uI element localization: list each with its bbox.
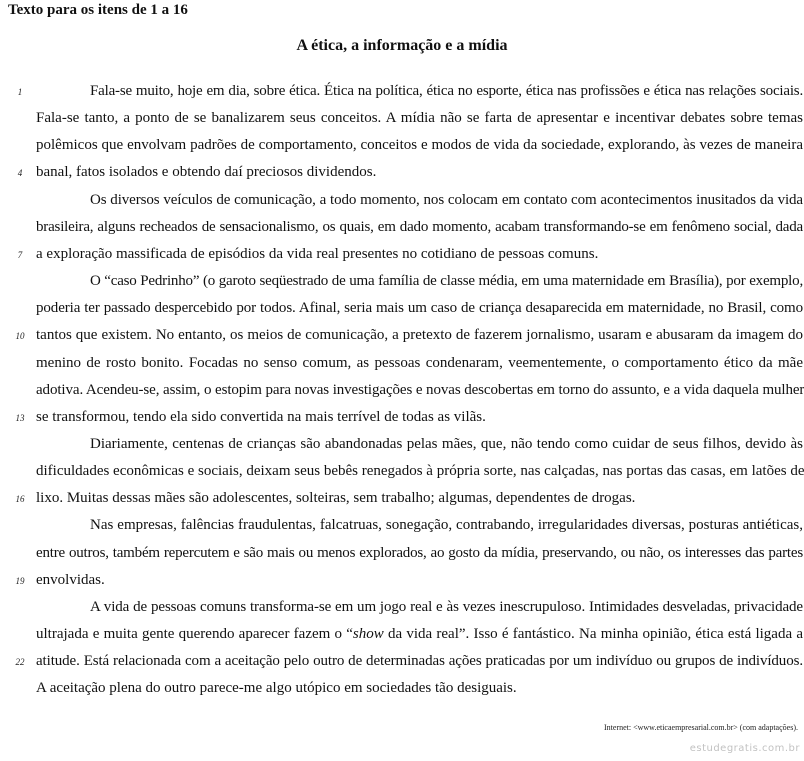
text-line: adotiva. Acendeu-se, assim, o estopim para novas investigações e novas descobertas em torno do assunto, e a vida daquela mulher — [36, 381, 804, 398]
line-number: 1 — [17, 87, 23, 97]
watermark: estudegratis.com.br — [689, 743, 800, 754]
text-line: banal, fatos isolados e obtendo daí preciosos dividendos. — [36, 164, 377, 181]
text-line: envolvidas. — [36, 571, 105, 588]
text-line: lixo. Muitas dessas mães são adolescentes, solteiras, sem trabalho; algumas, dependentes de drogas. — [36, 490, 636, 507]
text-line: a exploração massificada de episódios da vida real presentes no cotidiano de pessoas comuns. — [36, 245, 599, 262]
text-line: Diariamente, centenas de crianças são abandonadas pelas mães, que, não tendo como cuidar de seus filhos, devido às — [90, 435, 803, 452]
text-line: Fala-se tanto, a ponto de se banalizarem seus conceitos. A mídia não se farta de apresentar e incentivar debates sobre temas — [36, 110, 803, 127]
section-header: Texto para os itens de 1 a 16 — [8, 2, 188, 18]
text-line: polêmicos que envolvam padrões de comportamento, conceitos e modos de vida da sociedade, explorando, às vezes de maneira — [36, 137, 803, 154]
line-number: 7 — [17, 249, 23, 260]
text-line: O “caso Pedrinho” (o garoto seqüestrado de uma família de classe média, em uma maternidade em Brasília), por exemplo, — [90, 273, 803, 290]
line-number: 16 — [15, 494, 25, 505]
text-line: Fala-se muito, hoje em dia, sobre ética. Ética na política, ética no esporte, ética nas profissões e ética nas relações sociais. — [90, 83, 803, 99]
text-line: atitude. Está relacionada com a aceitação pelo outro de determinadas ações praticadas por um indivíduo ou grupos de indivíduos. — [36, 653, 803, 670]
text-line: Os diversos veículos de comunicação, a todo momento, nos colocam em contato com acontecimentos inusitados da vida — [90, 191, 803, 208]
text-line: se transformou, tendo ela sido convertida na mais terrível de todas as vilãs. — [36, 408, 486, 425]
text-line: entre outros, também repercutem e são mais ou menos explorados, ao gosto da mídia, preservando, ou não, os interesses das partes — [36, 544, 803, 561]
text-line: ultrajada e muita gente querendo aparecer fazem o “show da vida real”. Isso é fantástico. Na minha opinião, ética está ligada a — [36, 626, 804, 642]
line-number: 22 — [15, 657, 25, 668]
text-line: poderia ter passado despercebido por todos. Afinal, seria mais um caso de criança desaparecida em maternidade, no Brasil, como — [36, 300, 803, 317]
line-number: 13 — [15, 412, 25, 423]
text-line: A aceitação plena do outro parece-me algo utópico em sociedades tão desiguais. — [36, 680, 517, 697]
line-number: 19 — [15, 575, 25, 586]
text-line: brasileira, alguns recheados de sensacionalismo, os quais, em dado momento, acabam transformando-se em fenômeno social, dada — [36, 218, 803, 235]
text-line: menino de rosto bonito. Focadas no senso comum, as pessoas condenaram, veementemente, o comportamento ético da mãe — [36, 354, 803, 371]
text-line: A vida de pessoas comuns transforma-se em um jogo real e às vezes inescrupuloso. Intimidades desveladas, privacidade — [90, 598, 803, 615]
text-line: dificuldades econômicas e sociais, deixam seus bebês renegados à própria sorte, nas calçadas, nas portas das casas, em latões de — [36, 463, 804, 480]
line-number: 10 — [15, 331, 25, 342]
text-line: tantos que existem. No entanto, os meios de comunicação, a pretexto de fazerem jornalismo, usaram e abusaram da imagem do — [36, 327, 803, 344]
line-number: 4 — [17, 168, 23, 179]
text-line: Nas empresas, falências fraudulentas, falcatruas, sonegação, contrabando, irregularidades diversas, posturas antiéticas, — [90, 517, 803, 534]
source-citation: Internet: <www.eticaempresarial.com.br> (com adaptações). — [604, 723, 798, 732]
text-title: A ética, a informação e a mídia — [296, 37, 508, 54]
